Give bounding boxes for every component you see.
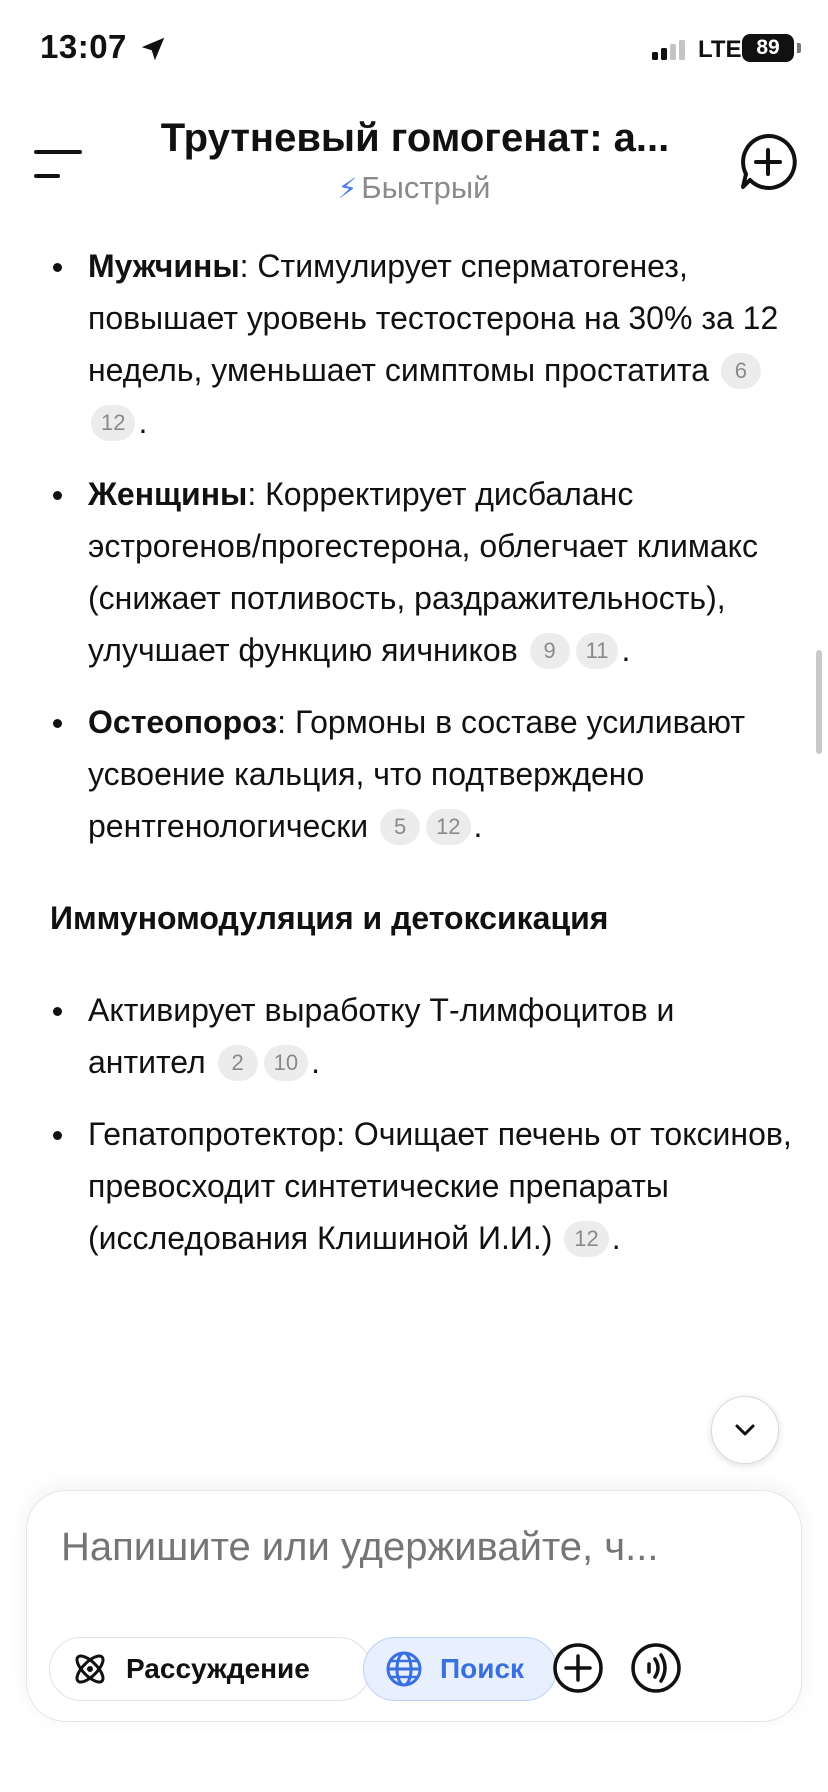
chat-title[interactable]: Трутневый гомогенат: а... — [160, 116, 670, 160]
effects-list — [0, 240, 828, 852]
location-arrow-icon — [138, 34, 168, 64]
list-item — [48, 1108, 828, 1264]
list-item-end: . — [138, 404, 148, 440]
message-composer — [26, 1490, 802, 1722]
citation-badge[interactable]: 10 — [264, 1045, 308, 1081]
reasoning-toggle[interactable] — [49, 1637, 371, 1701]
bolt-icon: ⚡︎ — [337, 173, 358, 204]
citation-badge[interactable]: 12 — [426, 809, 470, 845]
reasoning-label: Рассуждение — [126, 1653, 310, 1684]
scroll-down-button[interactable] — [711, 1396, 779, 1464]
message-content — [0, 240, 828, 1284]
section-heading: Иммуномодуляция и детоксикация — [50, 900, 609, 936]
list-item-end: . — [621, 632, 631, 668]
list-item — [48, 984, 828, 1088]
list-item — [48, 240, 828, 448]
list-item-text: : Гормоны в составе усиливают усвоение кальция, что подтверждено рентгенологически — [88, 704, 745, 844]
list-item-end: . — [473, 808, 483, 844]
citation-badge[interactable]: 9 — [530, 633, 570, 669]
model-mode-label: Быстрый — [361, 170, 491, 205]
network-type: LTE — [698, 36, 742, 63]
battery-tip — [797, 43, 801, 53]
status-bar — [0, 0, 828, 100]
citation-badge[interactable]: 2 — [218, 1045, 258, 1081]
atom-icon — [70, 1649, 110, 1689]
battery-indicator: 89 — [742, 34, 794, 62]
chat-header — [0, 100, 828, 220]
chevron-down-icon — [731, 1416, 759, 1444]
citation-badge[interactable]: 6 — [721, 353, 761, 389]
list-item-text: : Стимулирует сперматогенез, повышает уровень тестостерона на 30% за 12 недель, уменьшает симптомы простатита — [88, 248, 779, 388]
message-input[interactable] — [61, 1525, 771, 1570]
model-mode[interactable] — [0, 170, 828, 206]
list-item-heading: Мужчины — [88, 248, 240, 284]
list-item-heading: Остеопороз — [88, 704, 278, 740]
list-item-text: Гепатопротектор: Очищает печень от токсинов, превосходит синтетические препараты (исследования Клишиной И.И.) — [88, 1116, 792, 1256]
citation-badge[interactable]: 12 — [564, 1221, 608, 1257]
plus-icon[interactable] — [551, 1641, 605, 1695]
list-item-end: . — [311, 1044, 320, 1080]
list-item — [48, 468, 828, 676]
list-item-heading: Женщины — [88, 476, 248, 512]
list-item — [48, 696, 828, 852]
search-toggle[interactable] — [363, 1637, 557, 1701]
citation-badge[interactable]: 5 — [380, 809, 420, 845]
scrollbar[interactable] — [816, 650, 822, 754]
citation-badge[interactable]: 11 — [576, 633, 619, 669]
globe-icon — [384, 1649, 424, 1689]
list-item-end: . — [611, 1220, 621, 1256]
signal-icon — [652, 38, 685, 60]
status-time: 13:07 — [40, 28, 127, 65]
citation-badge[interactable]: 12 — [91, 405, 135, 441]
voice-icon[interactable] — [629, 1641, 683, 1695]
search-label: Поиск — [440, 1653, 525, 1684]
new-chat-icon[interactable] — [738, 132, 798, 192]
immunity-list — [0, 984, 828, 1264]
list-item-text: Активирует выработку Т-лимфоцитов и антител — [88, 992, 675, 1080]
list-item-text: : Корректирует дисбаланс эстрогенов/прогестерона, облегчает климакс (снижает потливость, раздражительность), улучшает функцию яичников — [88, 476, 758, 668]
